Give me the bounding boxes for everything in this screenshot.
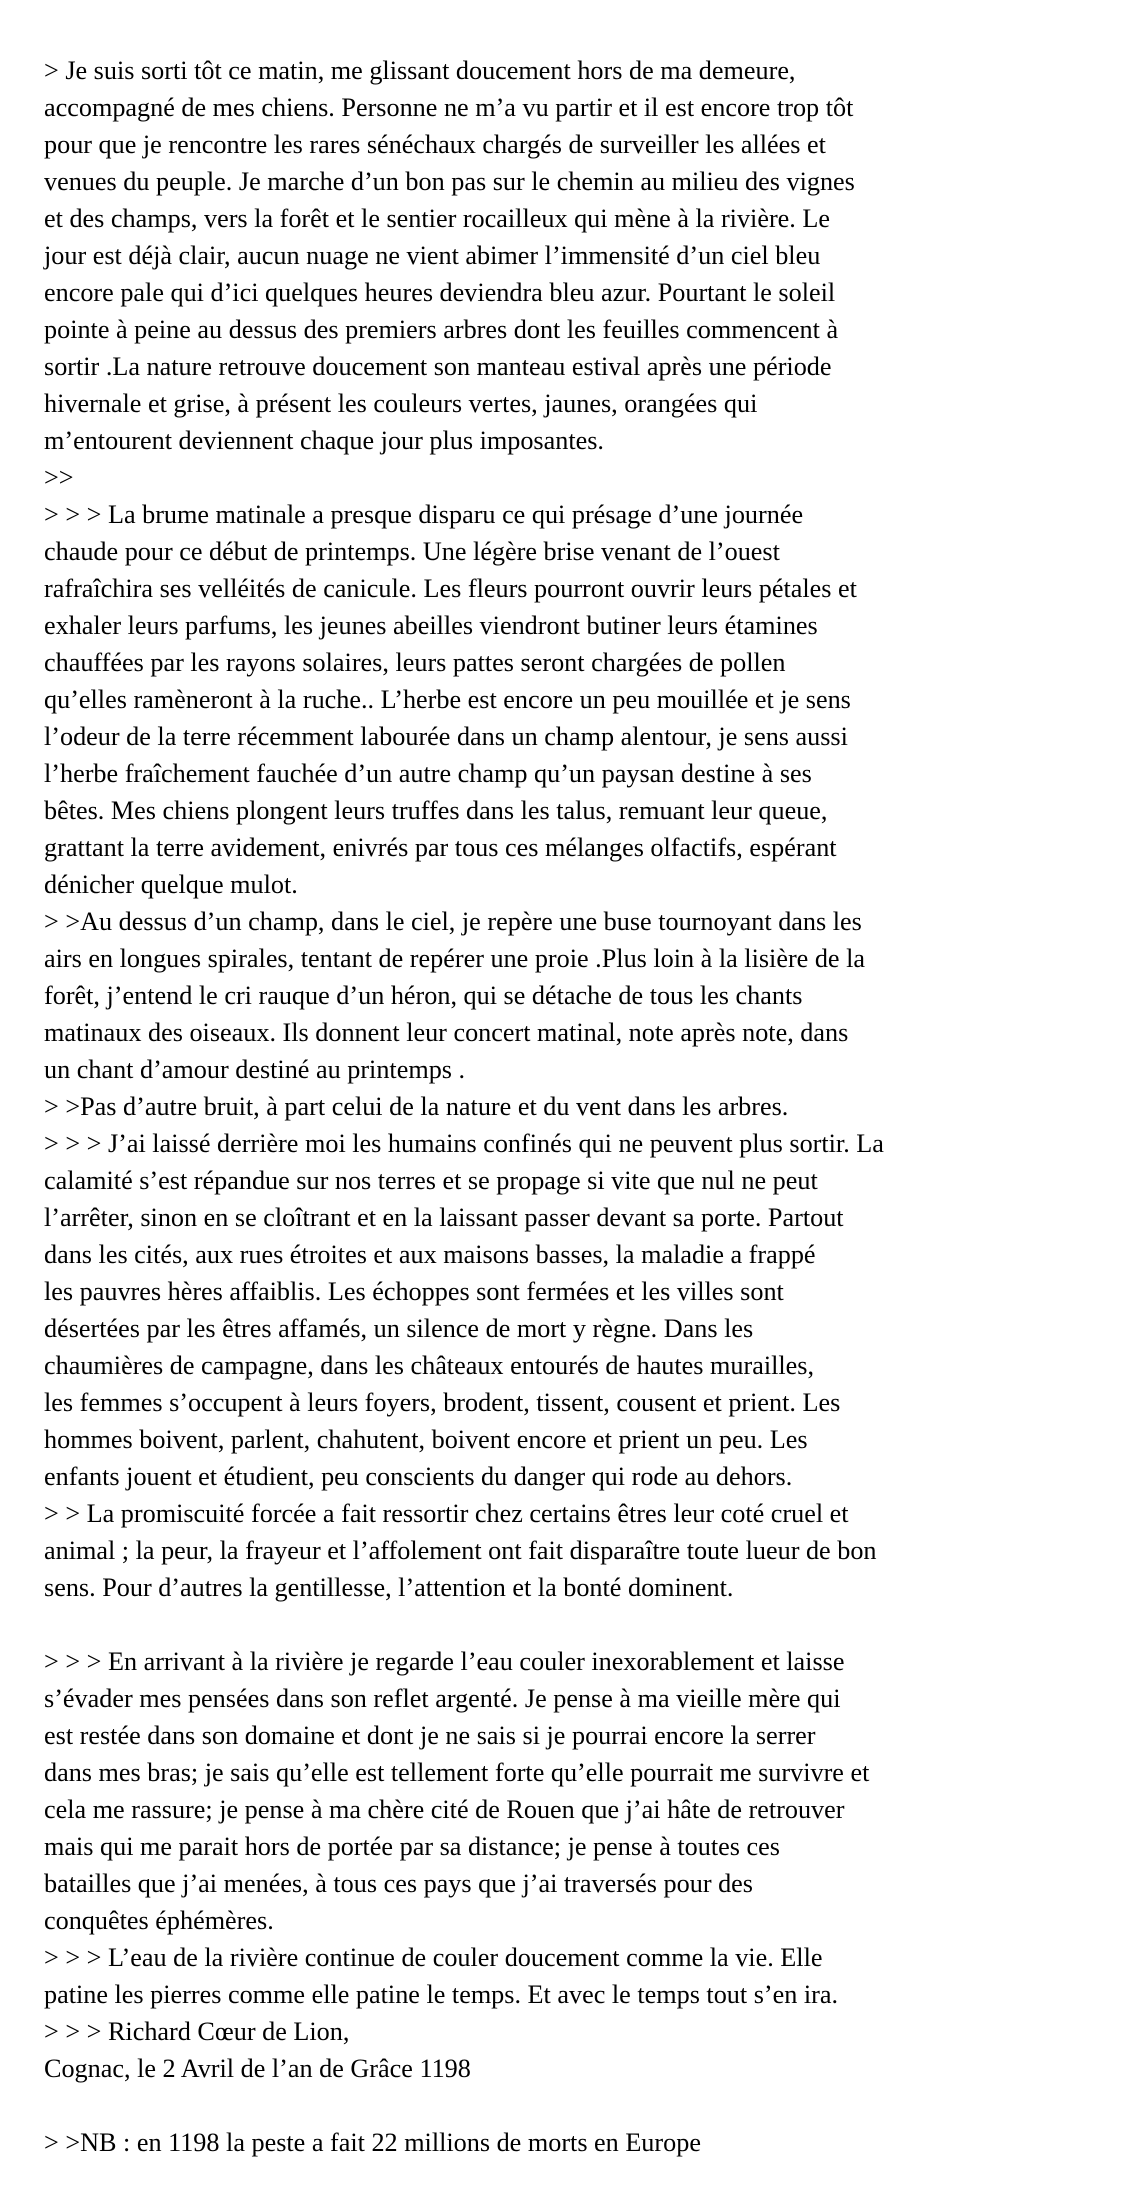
text-line: batailles que j’ai menées, à tous ces pays que j’ai traversés pour des	[44, 1869, 753, 1898]
text-line: > > > Richard Cœur de Lion,	[44, 2017, 350, 2046]
text-line: > > > En arrivant à la rivière je regarde l’eau couler inexorablement et laisse	[44, 1647, 845, 1676]
text-line: sens. Pour d’autres la gentillesse, l’attention et la bonté dominent.	[44, 1573, 734, 1602]
text-line: > >Au dessus d’un champ, dans le ciel, je repère une buse tournoyant dans les	[44, 907, 862, 936]
text-line: > > > L’eau de la rivière continue de couler doucement comme la vie. Elle	[44, 1943, 823, 1972]
text-line: calamité s’est répandue sur nos terres et se propage si vite que nul ne peut	[44, 1166, 818, 1195]
text-line: chauffées par les rayons solaires, leurs pattes seront chargées de pollen	[44, 648, 786, 677]
text-line: venues du peuple. Je marche d’un bon pas sur le chemin au milieu des vignes	[44, 167, 855, 196]
text-line: désertées par les êtres affamés, un silence de mort y règne. Dans les	[44, 1314, 754, 1343]
text-line: >>	[44, 463, 74, 492]
text-line: m’entourent deviennent chaque jour plus imposantes.	[44, 426, 604, 455]
text-line: Cognac, le 2 Avril de l’an de Grâce 1198	[44, 2054, 471, 2083]
text-line: hommes boivent, parlent, chahutent, boivent encore et prient un peu. Les	[44, 1425, 808, 1454]
text-line: dans mes bras; je sais qu’elle est tellement forte qu’elle pourrait me survivre et	[44, 1758, 870, 1787]
text-line: exhaler leurs parfums, les jeunes abeilles viendront butiner leurs étamines	[44, 611, 818, 640]
text-line: > > La promiscuité forcée a fait ressortir chez certains êtres leur coté cruel et	[44, 1499, 849, 1528]
text-line: dénicher quelque mulot.	[44, 870, 298, 899]
text-line: un chant d’amour destiné au printemps .	[44, 1055, 466, 1084]
text-line: les femmes s’occupent à leurs foyers, brodent, tissent, cousent et prient. Les	[44, 1388, 841, 1417]
text-line: cela me rassure; je pense à ma chère cité de Rouen que j’ai hâte de retrouver	[44, 1795, 845, 1824]
text-line: enfants jouent et étudient, peu conscients du danger qui rode au dehors.	[44, 1462, 793, 1491]
blank-line	[44, 1606, 1104, 1643]
text-line: matinaux des oiseaux. Ils donnent leur concert matinal, note après note, dans	[44, 1018, 849, 1047]
text-line: airs en longues spirales, tentant de repérer une proie .Plus loin à la lisière de la	[44, 944, 865, 973]
document-body	[44, 52, 1104, 2161]
text-line: forêt, j’entend le cri rauque d’un héron, qui se détache de tous les chants	[44, 981, 803, 1010]
text-line: chaude pour ce début de printemps. Une légère brise venant de l’ouest	[44, 537, 780, 566]
text-line: rafraîchira ses velléités de canicule. Les fleurs pourront ouvrir leurs pétales et	[44, 574, 857, 603]
blank-line	[44, 2087, 1104, 2124]
text-line: est restée dans son domaine et dont je ne sais si je pourrai encore la serrer	[44, 1721, 816, 1750]
text-line: s’évader mes pensées dans son reflet argenté. Je pense à ma vieille mère qui	[44, 1684, 841, 1713]
text-line: grattant la terre avidement, enivrés par tous ces mélanges olfactifs, espérant	[44, 833, 837, 862]
text-line: dans les cités, aux rues étroites et aux maisons basses, la maladie a frappé	[44, 1240, 816, 1269]
text-line: chaumières de campagne, dans les châteaux entourés de hautes murailles,	[44, 1351, 815, 1380]
text-line: > > > La brume matinale a presque disparu ce qui présage d’une journée	[44, 500, 804, 529]
text-line: > > > J’ai laissé derrière moi les humains confinés qui ne peuvent plus sortir. La	[44, 1129, 884, 1158]
text-line: > Je suis sorti tôt ce matin, me glissant doucement hors de ma demeure,	[44, 56, 796, 85]
text-line: hivernale et grise, à présent les couleurs vertes, jaunes, orangées qui	[44, 389, 758, 418]
text-line: pointe à peine au dessus des premiers arbres dont les feuilles commencent à	[44, 315, 839, 344]
text-line: conquêtes éphémères.	[44, 1906, 274, 1935]
text-line: l’herbe fraîchement fauchée d’un autre champ qu’un paysan destine à ses	[44, 759, 812, 788]
text-line: les pauvres hères affaiblis. Les échoppes sont fermées et les villes sont	[44, 1277, 784, 1306]
text-line: et des champs, vers la forêt et le sentier rocailleux qui mène à la rivière. Le	[44, 204, 831, 233]
text-line: animal ; la peur, la frayeur et l’affolement ont fait disparaître toute lueur de bon	[44, 1536, 877, 1565]
text-line: patine les pierres comme elle patine le temps. Et avec le temps tout s’en ira.	[44, 1980, 839, 2009]
text-line: > >Pas d’autre bruit, à part celui de la nature et du vent dans les arbres.	[44, 1092, 789, 1121]
text-line: jour est déjà clair, aucun nuage ne vient abimer l’immensité d’un ciel bleu	[44, 241, 821, 270]
text-line: l’odeur de la terre récemment labourée dans un champ alentour, je sens aussi	[44, 722, 848, 751]
text-line: l’arrêter, sinon en se cloîtrant et en la laissant passer devant sa porte. Partout	[44, 1203, 844, 1232]
text-line: bêtes. Mes chiens plongent leurs truffes dans les talus, remuant leur queue,	[44, 796, 828, 825]
text-line: qu’elles ramèneront à la ruche.. L’herbe est encore un peu mouillée et je sens	[44, 685, 851, 714]
text-line: pour que je rencontre les rares sénéchaux chargés de surveiller les allées et	[44, 130, 826, 159]
text-line: > >NB : en 1198 la peste a fait 22 millions de morts en Europe	[44, 2128, 701, 2157]
text-line: sortir .La nature retrouve doucement son manteau estival après une période	[44, 352, 832, 381]
text-line: accompagné de mes chiens. Personne ne m’a vu partir et il est encore trop tôt	[44, 93, 854, 122]
text-line: mais qui me parait hors de portée par sa distance; je pense à toutes ces	[44, 1832, 780, 1861]
text-line: encore pale qui d’ici quelques heures deviendra bleu azur. Pourtant le soleil	[44, 278, 836, 307]
